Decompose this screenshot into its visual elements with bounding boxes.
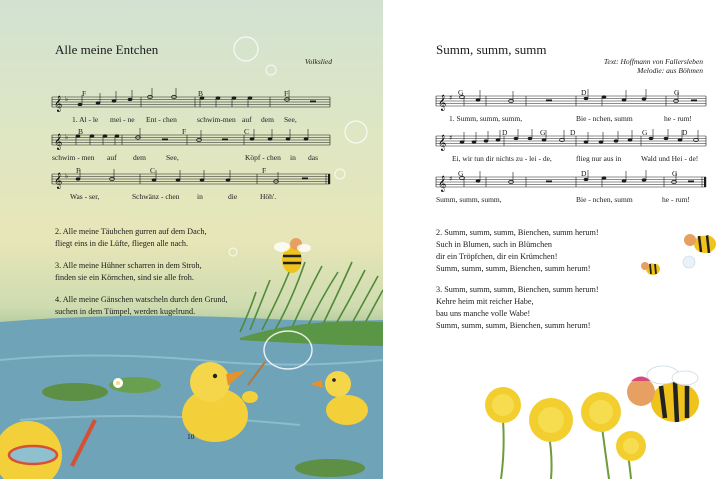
lyric-syllable: he - rum! — [662, 195, 690, 204]
lyric-syllable: Bie - nchen, summ — [576, 195, 633, 204]
lyric-syllable: auf — [242, 115, 252, 124]
song-credit: Volkslied — [304, 57, 332, 66]
svg-text:𝄞: 𝄞 — [54, 96, 63, 112]
svg-text:♯: ♯ — [449, 94, 453, 102]
svg-text:𝄞: 𝄞 — [438, 135, 447, 151]
lyric-syllable: flieg nur aus in — [576, 154, 622, 163]
chord-symbol: D — [581, 169, 587, 178]
chord-symbol: G — [458, 169, 464, 178]
song-title: Summ, summ, summ — [436, 42, 547, 57]
svg-text:𝄞: 𝄞 — [54, 134, 63, 150]
lyric-syllable: Köpf - chen — [245, 153, 281, 162]
lyric-syllable: dem — [133, 153, 146, 162]
lyric-syllable: See, — [284, 115, 297, 124]
verse-line: fliegt eins in die Lüfte, fliegen alle nach. — [55, 239, 188, 248]
lyric-syllable: 1. Al - le — [72, 115, 99, 124]
verse — [436, 284, 599, 332]
lyric-syllable: mei - ne — [110, 115, 135, 124]
lyric-syllable: Was - ser, — [70, 192, 100, 201]
verse — [55, 260, 202, 284]
music-system — [436, 88, 708, 124]
lyric-syllable: dem — [261, 115, 274, 124]
lyric-syllable: das — [308, 153, 318, 162]
music-system — [52, 89, 332, 125]
verse — [55, 226, 207, 250]
verse-line: 2. Alle meine Täubchen gurren auf dem Dach, — [55, 227, 207, 236]
chord-symbol: D — [570, 128, 576, 137]
verse — [55, 294, 228, 318]
lyric-syllable: Wald und Hei - de! — [641, 154, 699, 163]
lyric-syllable: Bie - nchen, summ — [576, 114, 633, 123]
verse-line: 4. Alle meine Gänschen watscheln durch den Grund, — [55, 295, 228, 304]
chord-symbol: G — [672, 169, 678, 178]
lyric-syllable: schwim-men — [197, 115, 236, 124]
lyric-syllable: in — [197, 192, 203, 201]
chord-symbol: F — [284, 89, 289, 98]
chord-symbol: B — [198, 89, 204, 98]
lyric-syllable: See, — [166, 153, 179, 162]
right-page — [383, 0, 720, 479]
svg-text:♭: ♭ — [65, 133, 69, 141]
chord-symbol: F — [182, 127, 187, 136]
chord-symbol: G — [458, 88, 464, 97]
chord-symbol: C — [244, 127, 250, 136]
svg-text:♯: ♯ — [449, 175, 453, 183]
lyric-syllable: Ei, wir tun dir nichts zu - lei - de, — [452, 154, 552, 163]
music-system — [52, 127, 332, 163]
chord-symbol: F — [262, 166, 267, 175]
chord-symbol: G — [674, 88, 680, 97]
verse-line: Summ, summ, summ, Bienchen, summ herum! — [436, 264, 591, 273]
lyric-syllable: Höh'. — [260, 192, 277, 201]
lyric-syllable: schwim - men — [52, 153, 95, 162]
chord-symbol: C — [150, 166, 156, 175]
verse-line: 3. Alle meine Hühner scharren in dem Stroh, — [55, 261, 202, 270]
lyric-syllable: Schwänz - chen — [132, 192, 180, 201]
verse-line: suchen in dem Tümpel, werden kugelrund. — [55, 307, 196, 316]
svg-text:♭: ♭ — [65, 172, 69, 180]
lyric-syllable: Ent - chen — [146, 115, 177, 124]
credit-line: Melodie: aus Böhmen — [637, 66, 703, 75]
chord-symbol: G — [642, 128, 648, 137]
music-system — [52, 166, 332, 202]
verse-line: Summ, summ, summ, Bienchen, summ herum! — [436, 321, 591, 330]
song-title: Alle meine Entchen — [55, 42, 159, 57]
svg-text:♯: ♯ — [449, 134, 453, 142]
lyric-syllable: Summ, summ, summ, — [436, 195, 502, 204]
chord-symbol: D — [682, 128, 688, 137]
svg-text:𝄞: 𝄞 — [54, 173, 63, 189]
credit-line: Text: Hoffmann von Fallersleben — [603, 57, 703, 66]
verse-line: dir ein Tröpfchen, dir ein Krümchen! — [436, 252, 558, 261]
chord-symbol: G — [540, 128, 546, 137]
chord-symbol: F — [82, 89, 87, 98]
verse-line: Kehre heim mit reicher Habe, — [436, 297, 534, 306]
lyric-syllable: die — [228, 192, 238, 201]
lyric-syllable: 1. Summ, summ, summ, — [449, 114, 523, 123]
music-system — [436, 169, 708, 205]
song-credit — [561, 57, 703, 75]
verse-line: 2. Summ, summ, summ, Bienchen, summ herum! — [436, 228, 599, 237]
svg-text:𝄞: 𝄞 — [438, 176, 447, 192]
lyric-syllable: in — [290, 153, 296, 162]
page-number: 10 — [187, 432, 195, 441]
chord-symbol: D — [502, 128, 508, 137]
verse — [436, 227, 599, 275]
chord-symbol: F — [76, 166, 81, 175]
chord-symbol: B — [78, 127, 84, 136]
verse-line: bau uns manche volle Wabe! — [436, 309, 531, 318]
lyric-syllable: he - rum! — [664, 114, 692, 123]
music-system — [436, 128, 708, 164]
lyric-syllable: auf — [107, 153, 117, 162]
svg-text:𝄞: 𝄞 — [438, 95, 447, 111]
verse-line: finden sie ein Körnchen, sind sie alle froh. — [55, 273, 194, 282]
verse-line: Such in Blumen, such in Blümchen — [436, 240, 552, 249]
verse-line: 3. Summ, summ, summ, Bienchen, summ herum! — [436, 285, 599, 294]
svg-text:♭: ♭ — [65, 95, 69, 103]
chord-symbol: D — [581, 88, 587, 97]
